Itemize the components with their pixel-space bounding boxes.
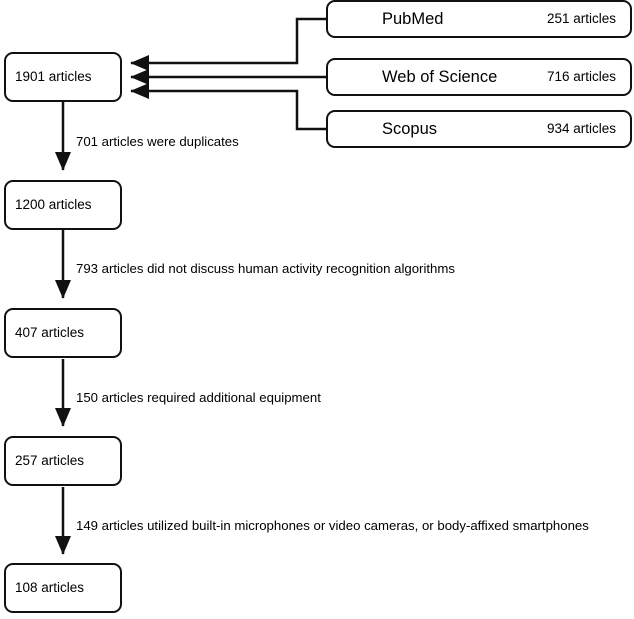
chain-node-label: 108 articles xyxy=(15,579,85,595)
source-count: 251 articles xyxy=(546,10,616,26)
chain-node-1901-articles xyxy=(4,52,122,102)
source-name: Web of Science xyxy=(382,67,498,86)
edge-label-additional-equipment: 150 articles required additional equipment xyxy=(76,390,321,405)
source-node-web-of-science xyxy=(326,58,632,96)
chain-node-label: 1200 articles xyxy=(15,196,92,212)
edge-label-duplicates: 701 articles were duplicates xyxy=(76,134,239,149)
source-count: 934 articles xyxy=(546,120,616,136)
source-node-scopus xyxy=(326,110,632,148)
chain-node-label: 407 articles xyxy=(15,324,85,340)
chain-node-label: 257 articles xyxy=(15,452,85,468)
chain-node-257-articles xyxy=(4,436,122,486)
source-count: 716 articles xyxy=(546,68,616,84)
chain-node-label: 1901 articles xyxy=(15,68,92,84)
chain-node-108-articles xyxy=(4,563,122,613)
chain-node-407-articles xyxy=(4,308,122,358)
edge-label-no-har-algorithms: 793 articles did not discuss human activity recognition algorithms xyxy=(76,261,455,276)
chain-node-1200-articles xyxy=(4,180,122,230)
source-name: PubMed xyxy=(382,9,444,28)
source-node-pubmed xyxy=(326,0,632,38)
edge-label-builtin-microphones: 149 articles utilized built-in microphones or video cameras, or body-affixed smartphones xyxy=(76,518,589,533)
source-name: Scopus xyxy=(382,119,438,138)
